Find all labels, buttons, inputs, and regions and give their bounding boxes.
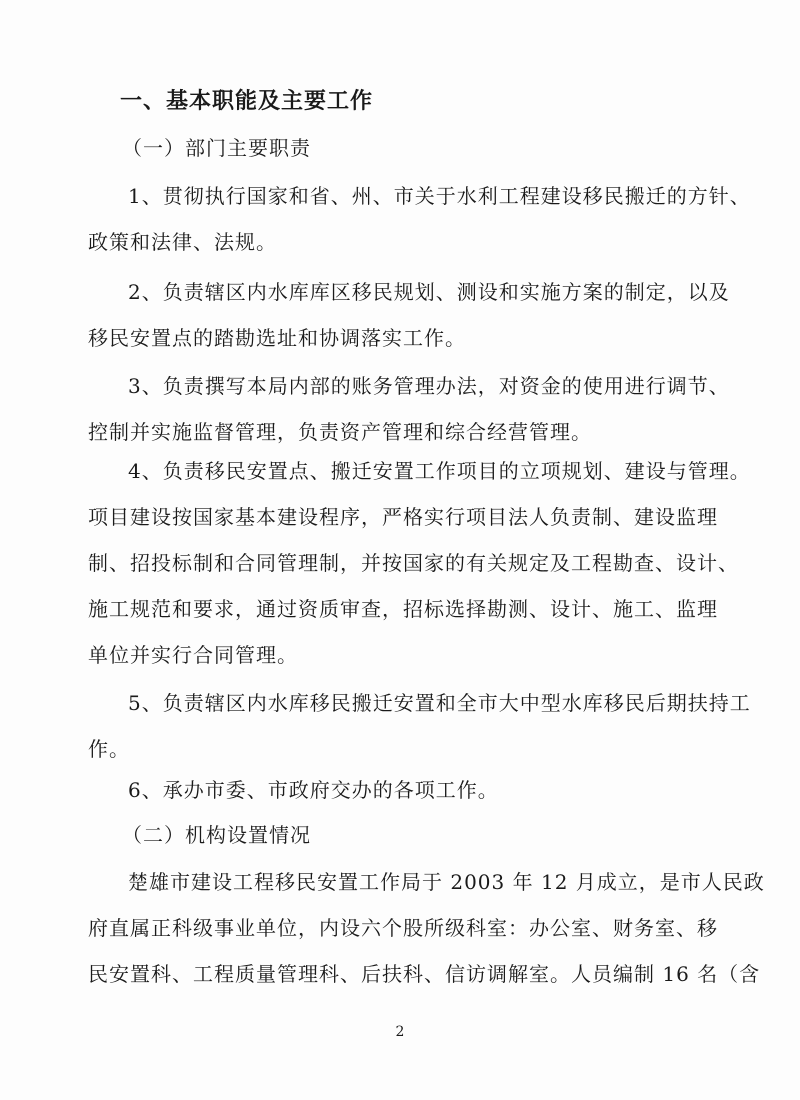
page-number: 2	[395, 1024, 405, 1040]
duty-item-1	[88, 173, 751, 265]
paragraph-line: 民安置科、工程质量管理科、后扶科、信访调解室。人员编制 16 名（含	[88, 962, 761, 986]
paragraph-line: 制、招投标制和合同管理制，并按国家的有关规定及工程勘查、设计、	[88, 551, 739, 575]
paragraph-line: 1、贯彻执行国家和省、州、市关于水利工程建设移民搬迁的方针、	[128, 184, 751, 208]
paragraph-line: 施工规范和要求，通过资质审查，招标选择勘测、设计、施工、监理	[88, 597, 718, 621]
paragraph-line: 移民安置点的踏勘选址和协调落实工作。	[88, 326, 466, 350]
paragraph-line: 控制并实施监督管理，负责资产管理和综合经营管理。	[88, 420, 592, 444]
paragraph-line: 5、负责辖区内水库移民搬迁安置和全市大中型水库移民后期扶持工	[128, 691, 751, 715]
paragraph-line: 政策和法律、法规。	[88, 230, 277, 254]
paragraph-line: 府直属正科级事业单位，内设六个股所级科室：办公室、财务室、移	[88, 916, 718, 940]
duty-item-3	[88, 363, 730, 455]
subsection-title-organization: （二）机构设置情况	[122, 823, 311, 847]
duty-item-6	[88, 767, 718, 813]
duty-item-5	[88, 680, 751, 772]
paragraph-line: 楚雄市建设工程移民安置工作局于 2003 年 12 月成立，是市人民政	[128, 870, 765, 894]
subsection-title-duties: （一）部门主要职责	[122, 136, 311, 160]
paragraph-line: 项目建设按国家基本建设程序，严格实行项目法人负责制、建设监理	[88, 505, 718, 529]
paragraph-line: 2、负责辖区内水库库区移民规划、测设和实施方案的制定，以及	[128, 280, 730, 304]
paragraph-line: 作。	[88, 737, 130, 761]
section-heading: 一、基本职能及主要工作	[120, 89, 374, 114]
paragraph-line: 6、承办市委、市政府交办的各项工作。	[128, 778, 499, 802]
paragraph-line: 3、负责撰写本局内部的账务管理办法，对资金的使用进行调节、	[128, 374, 730, 398]
duty-item-2	[88, 269, 730, 361]
duty-item-4	[88, 448, 751, 678]
paragraph-line: 单位并实行合同管理。	[88, 643, 298, 667]
organization-paragraph	[88, 859, 765, 997]
paragraph-line: 4、负责移民安置点、搬迁安置工作项目的立项规划、建设与管理。	[128, 459, 751, 483]
